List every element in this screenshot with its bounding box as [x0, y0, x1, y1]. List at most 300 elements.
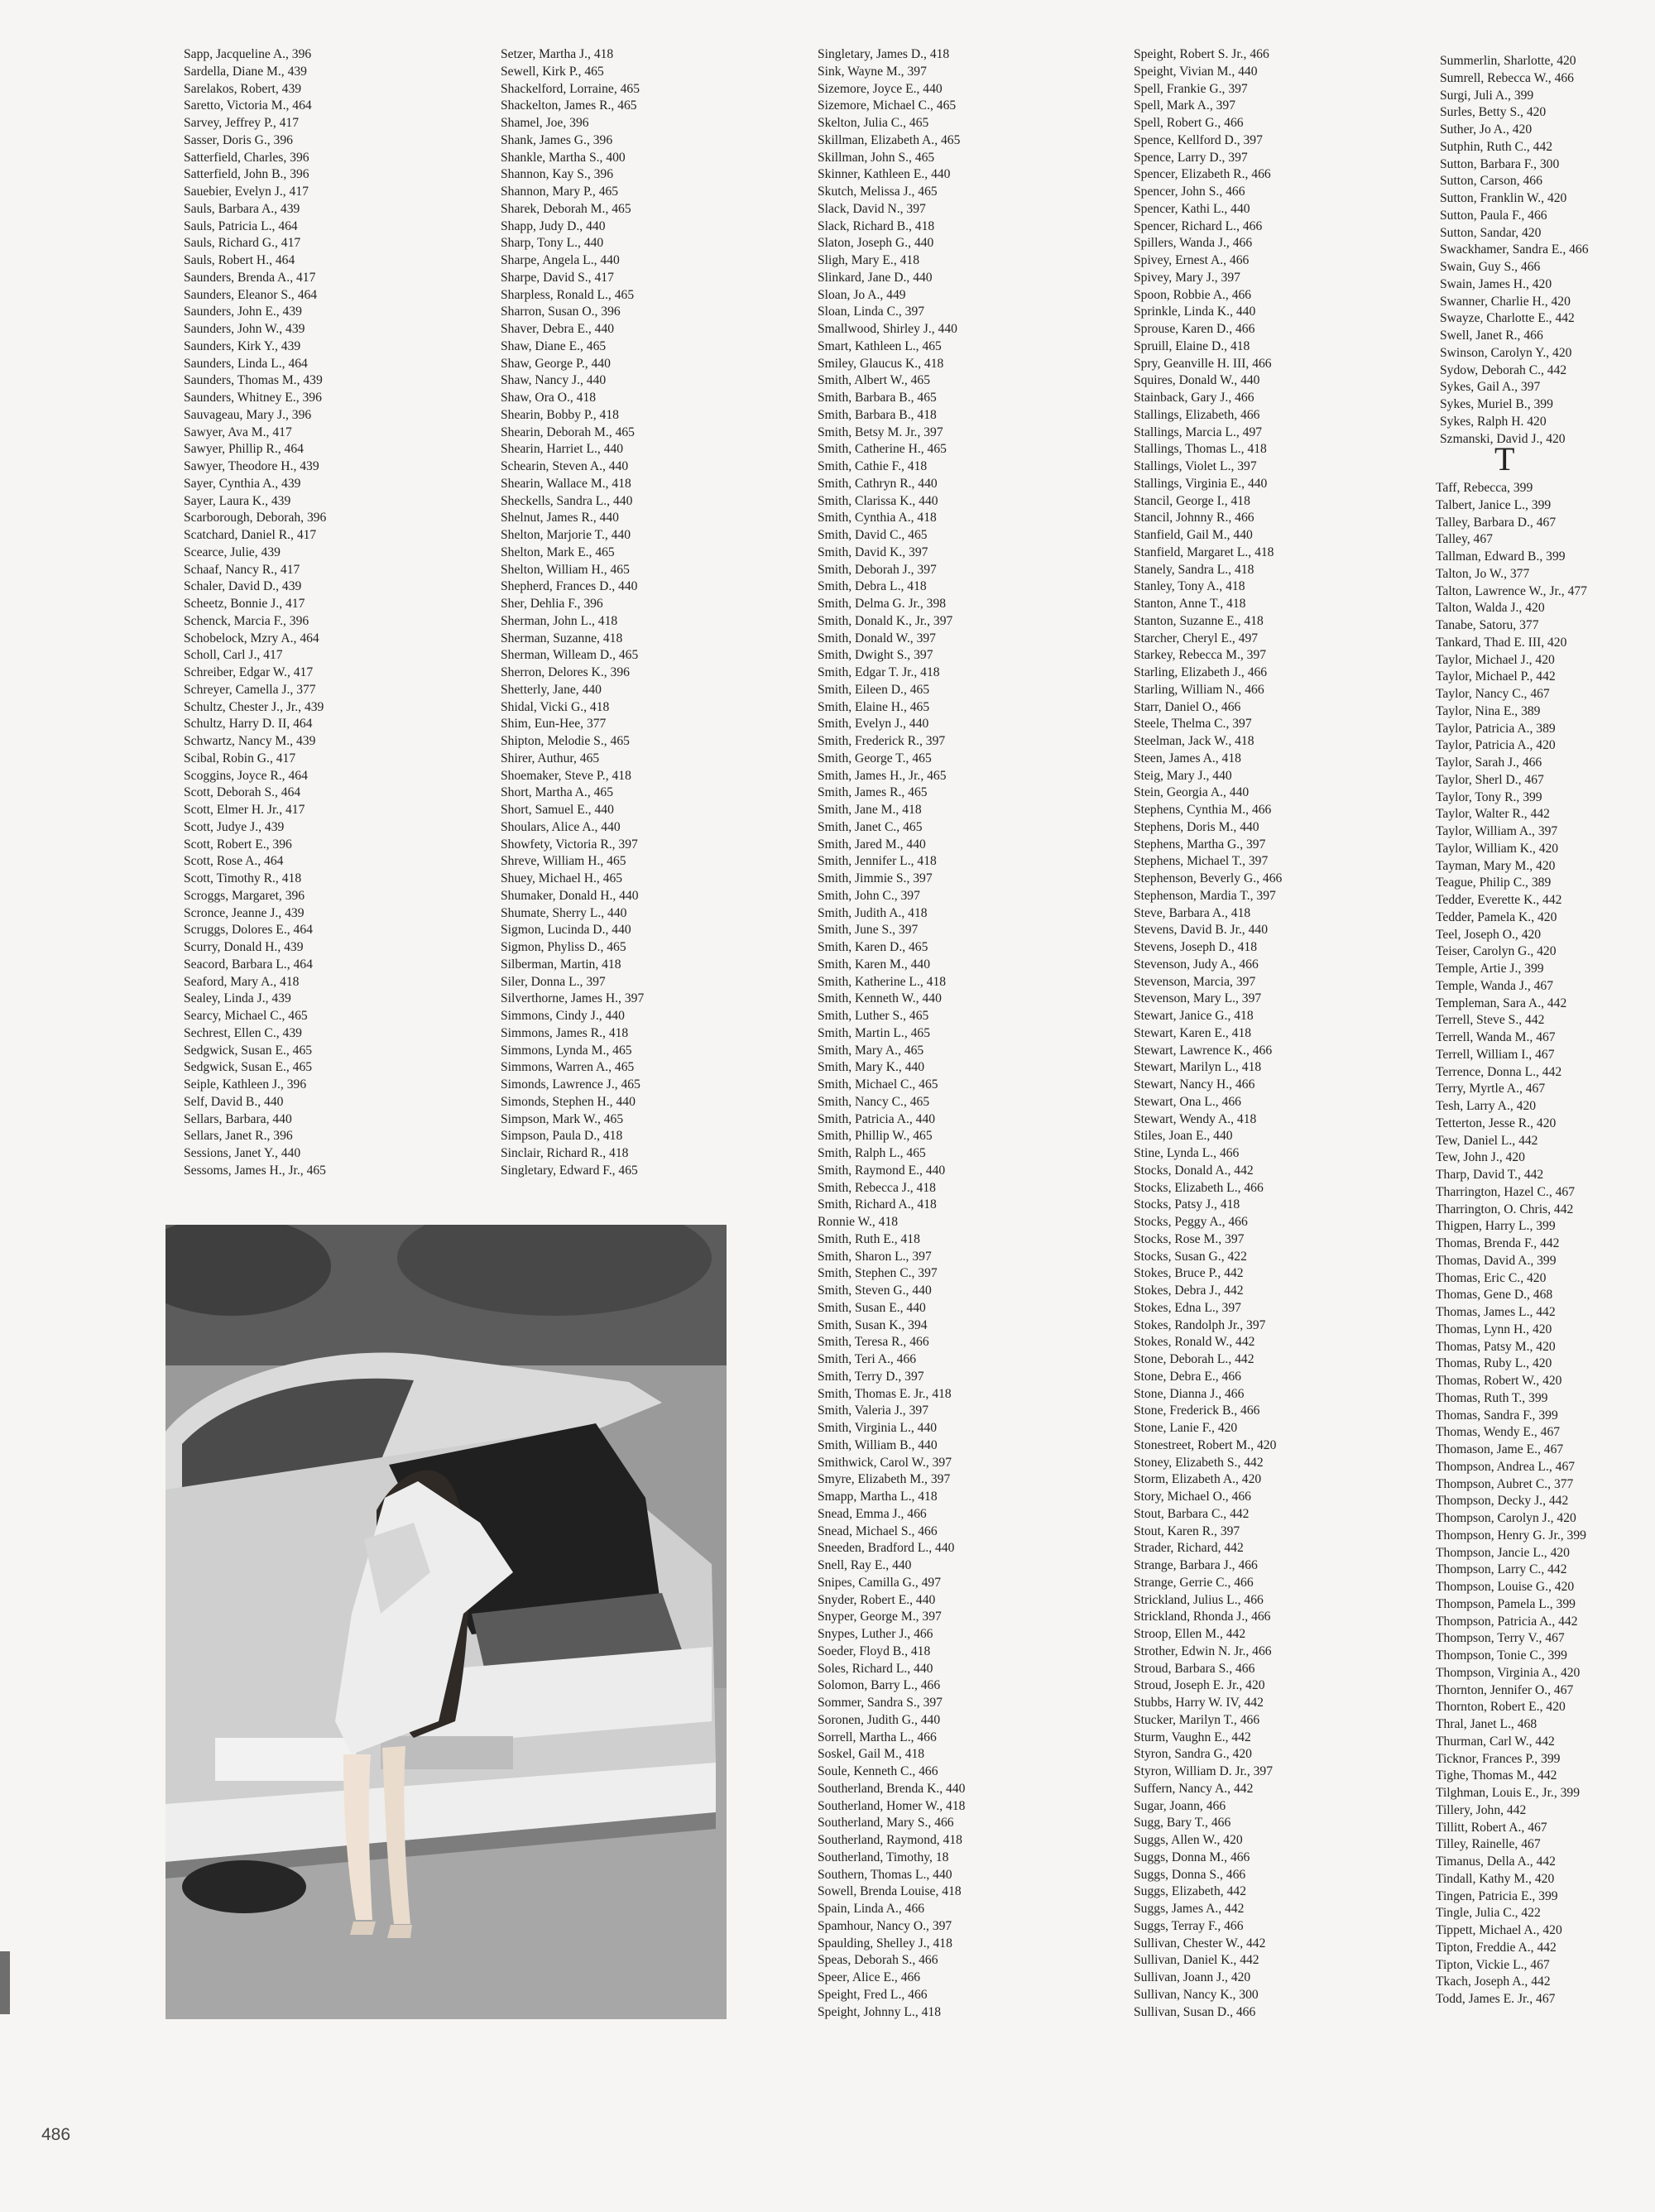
index-entry: Snyder, Robert E., 440 [818, 1592, 936, 1607]
index-entry: Thomas, Ruth T., 399 [1436, 1390, 1548, 1405]
index-entry: Speight, Robert S. Jr., 466 [1134, 47, 1269, 61]
index-entry: Sizemore, Michael C., 465 [818, 98, 957, 113]
index-entry: Shearin, Harriet L., 440 [501, 442, 624, 457]
index-entry: Strange, Barbara J., 466 [1134, 1558, 1258, 1572]
index-entry: Sigmon, Lucinda D., 440 [501, 923, 631, 938]
index-entry: Scearce, Julie, 439 [184, 545, 281, 559]
index-entry: Stancil, Johnny R., 466 [1134, 511, 1254, 525]
index-entry: Sinclair, Richard R., 418 [501, 1146, 629, 1160]
index-entry: Smith, Clarissa K., 440 [818, 493, 938, 508]
index-entry: Teague, Philip C., 389 [1436, 876, 1552, 890]
index-entry: Tew, John J., 420 [1436, 1150, 1525, 1165]
index-entry: Sauls, Richard G., 417 [184, 236, 301, 251]
index-entry: Stallings, Violet L., 397 [1134, 459, 1257, 473]
index-entry: Scurry, Donald H., 439 [184, 940, 304, 954]
index-entry: Smith, Mary K., 440 [818, 1060, 925, 1075]
index-entry: Scroggs, Margaret, 396 [184, 888, 305, 903]
index-entry: Shapp, Judy D., 440 [501, 218, 606, 233]
index-entry: Smith, Thomas E. Jr., 418 [818, 1386, 952, 1401]
index-entry: Sykes, Muriel B., 399 [1440, 397, 1553, 411]
index-entry: Stocks, Elizabeth L., 466 [1134, 1180, 1264, 1195]
index-entry: Sullivan, Chester W., 442 [1134, 1936, 1266, 1950]
index-entry: Shaw, Diane E., 465 [501, 338, 607, 353]
index-entry: Shamel, Joe, 396 [501, 116, 589, 130]
index-entry: Schobelock, Mzry A., 464 [184, 631, 319, 645]
index-entry: Strother, Edwin N. Jr., 466 [1134, 1643, 1272, 1658]
index-entry: Smith, Eileen D., 465 [818, 682, 930, 697]
index-entry: Thompson, Aubret C., 377 [1436, 1476, 1574, 1491]
index-entry: Shidal, Vicki G., 418 [501, 699, 610, 714]
index-entry: Stone, Deborah L., 442 [1134, 1352, 1254, 1366]
index-entry: Scatchard, Daniel R., 417 [184, 528, 317, 542]
index-entry: Thompson, Terry V., 467 [1436, 1631, 1565, 1646]
index-entry: Silberman, Martin, 418 [501, 957, 621, 972]
index-entry: Tallman, Edward B., 399 [1436, 549, 1566, 564]
index-entry: Scott, Elmer H. Jr., 417 [184, 803, 305, 817]
index-entry: Thornton, Jennifer O., 467 [1436, 1682, 1574, 1697]
index-entry: Temple, Artie J., 399 [1436, 962, 1544, 976]
index-entry: Schreyer, Camella J., 377 [184, 682, 316, 697]
index-entry: Stokes, Bruce P., 442 [1134, 1266, 1244, 1281]
index-entry: Terry, Myrtle A., 467 [1436, 1082, 1546, 1096]
index-entry: Saunders, Whitney E., 396 [184, 391, 322, 405]
index-entry: Spruill, Elaine D., 418 [1134, 338, 1250, 353]
index-entry: Talton, Lawrence W., Jr., 477 [1436, 583, 1587, 598]
index-entry: Smith, Luther S., 465 [818, 1009, 929, 1023]
index-entry: Slaton, Joseph G., 440 [818, 236, 934, 251]
index-entry: Stewart, Ona L., 466 [1134, 1094, 1241, 1109]
index-entry: Sessoms, James H., Jr., 465 [184, 1163, 326, 1178]
index-entry: Schearin, Steven A., 440 [501, 459, 629, 473]
index-entry: Sharpe, Angela L., 440 [501, 253, 620, 267]
index-entry: Stoney, Elizabeth S., 442 [1134, 1455, 1264, 1470]
index-entry: Suther, Jo A., 420 [1440, 122, 1533, 137]
index-entry: Strickland, Rhonda J., 466 [1134, 1610, 1271, 1624]
index-entry: Sewell, Kirk P., 465 [501, 64, 604, 79]
index-entry: Showfety, Victoria R., 397 [501, 837, 638, 852]
index-entry: Smith, Janet C., 465 [818, 819, 923, 834]
index-entry: Stewart, Wendy A., 418 [1134, 1111, 1257, 1126]
index-entry: Smith, Richard A., 418 [818, 1197, 937, 1212]
index-entry: Speer, Alice E., 466 [818, 1970, 921, 1984]
index-entry: Stevenson, Judy A., 466 [1134, 957, 1259, 972]
index-entry: Sharpless, Ronald L., 465 [501, 287, 635, 302]
index-entry: Tipton, Freddie A., 442 [1436, 1940, 1557, 1955]
index-entry: Tillery, John, 442 [1436, 1802, 1527, 1817]
index-entry: Terrell, Wanda M., 467 [1436, 1030, 1556, 1044]
index-entry: Talley, 467 [1436, 532, 1493, 547]
index-entry: Smith, David C., 465 [818, 528, 928, 542]
index-entry: Schultz, Chester J., Jr., 439 [184, 699, 324, 714]
index-entry: Saunders, John E., 439 [184, 305, 302, 319]
index-entry: Southerland, Mary S., 466 [818, 1816, 954, 1831]
index-entry: Sharp, Tony L., 440 [501, 236, 604, 251]
index-entry: Thornton, Robert E., 420 [1436, 1700, 1566, 1715]
index-entry: Smyre, Elizabeth M., 397 [818, 1472, 951, 1487]
index-entry: Singletary, James D., 418 [818, 47, 950, 61]
index-entry: Thomas, Patsy M., 420 [1436, 1339, 1556, 1354]
index-entry: Strickland, Julius L., 466 [1134, 1592, 1264, 1607]
index-entry: Stallings, Marcia L., 497 [1134, 425, 1263, 439]
index-entry: Stokes, Ronald W., 442 [1134, 1335, 1255, 1350]
index-entry: Steig, Mary J., 440 [1134, 768, 1232, 783]
index-entry: Stone, Frederick B., 466 [1134, 1403, 1260, 1418]
index-entry: Silverthorne, James H., 397 [501, 991, 645, 1006]
index-entry: Taff, Rebecca, 399 [1436, 481, 1533, 495]
index-entry: Suggs, Allen W., 420 [1134, 1833, 1243, 1847]
index-entry: Spencer, Elizabeth R., 466 [1134, 167, 1271, 182]
index-entry: Smith, Betsy M. Jr., 397 [818, 425, 943, 439]
index-entry: Spence, Kellford D., 397 [1134, 132, 1263, 147]
index-entry: Tayman, Mary M., 420 [1436, 858, 1556, 873]
index-entry: Spence, Larry D., 397 [1134, 150, 1248, 165]
index-column-3 [818, 46, 965, 2021]
index-entry: Sprouse, Karen D., 466 [1134, 322, 1255, 336]
index-entry: Smith, Susan E., 440 [818, 1300, 926, 1315]
index-entry: Sedgwick, Susan E., 465 [184, 1043, 313, 1058]
index-entry: Scheetz, Bonnie J., 417 [184, 597, 305, 611]
index-entry: Thomas, Ruby L., 420 [1436, 1356, 1552, 1371]
index-entry: Tew, Daniel L., 442 [1436, 1133, 1538, 1148]
index-entry: Schwartz, Nancy M., 439 [184, 734, 316, 748]
index-entry: Seacord, Barbara L., 464 [184, 957, 313, 972]
index-entry: Speight, Vivian M., 440 [1134, 64, 1258, 79]
index-entry: Tedder, Everette K., 442 [1436, 893, 1562, 907]
index-entry: Simonds, Stephen H., 440 [501, 1094, 636, 1109]
index-entry: Simmons, Cindy J., 440 [501, 1009, 625, 1023]
index-entry: Simmons, Warren A., 465 [501, 1060, 635, 1075]
index-entry: Smith, Jennifer L., 418 [818, 854, 937, 869]
index-entry: Simmons, Lynda M., 465 [501, 1043, 632, 1058]
index-entry: Sloan, Linda C., 397 [818, 305, 925, 319]
index-entry: Skinner, Kathleen E., 440 [818, 167, 951, 182]
index-entry: Styron, William D. Jr., 397 [1134, 1764, 1274, 1778]
index-entry: Saunders, Eleanor S., 464 [184, 287, 318, 302]
index-entry: Talton, Jo W., 377 [1436, 566, 1530, 581]
index-entry: Taylor, Patricia A., 389 [1436, 721, 1556, 736]
index-entry: Stanfield, Gail M., 440 [1134, 528, 1253, 542]
index-entry: Stanfield, Margaret L., 418 [1134, 545, 1274, 559]
index-entry: Sauls, Patricia L., 464 [184, 218, 298, 233]
index-entry: Sullivan, Joann J., 420 [1134, 1970, 1251, 1984]
index-entry: Suggs, Donna S., 466 [1134, 1867, 1246, 1882]
index-entry: Tighe, Thomas M., 442 [1436, 1768, 1557, 1783]
index-entry: Shaver, Debra E., 440 [501, 322, 615, 336]
index-entry: Stancil, George I., 418 [1134, 493, 1250, 508]
index-entry: Todd, James E. Jr., 467 [1436, 1992, 1556, 2006]
index-entry: Taylor, Tony R., 399 [1436, 789, 1542, 804]
index-entry: Spillers, Wanda J., 466 [1134, 236, 1253, 251]
index-entry: Stocks, Patsy J., 418 [1134, 1197, 1240, 1212]
index-entry: Stephens, Martha G., 397 [1134, 837, 1266, 852]
index-entry: Shetterly, Jane, 440 [501, 682, 602, 697]
index-entry: Temple, Wanda J., 467 [1436, 978, 1554, 993]
index-entry: Shankle, Martha S., 400 [501, 150, 626, 165]
index-entry: Sowell, Brenda Louise, 418 [818, 1884, 962, 1899]
index-entry: Stroop, Ellen M., 442 [1134, 1627, 1246, 1641]
photo-student-at-car-trunk [166, 1225, 727, 2019]
index-entry: Spain, Linda A., 466 [818, 1902, 925, 1916]
index-entry: Smith, Phillip W., 465 [818, 1129, 933, 1144]
index-entry: Scoggins, Joyce R., 464 [184, 768, 308, 783]
index-entry: Ticknor, Frances P., 399 [1436, 1751, 1561, 1766]
index-entry: Thompson, Jancie L., 420 [1436, 1545, 1570, 1560]
index-entry: Smith, Teresa R., 466 [818, 1335, 929, 1350]
index-entry: Scronce, Jeanne J., 439 [184, 905, 305, 920]
index-entry: Snell, Ray E., 440 [818, 1558, 912, 1572]
index-entry: Taylor, Walter R., 442 [1436, 807, 1550, 822]
index-entry: Timanus, Della A., 442 [1436, 1855, 1556, 1869]
index-column-2 [501, 46, 644, 1180]
index-entry: Stevens, Joseph D., 418 [1134, 940, 1258, 954]
index-column-5-s [1440, 53, 1589, 448]
index-entry: Smith, Raymond E., 440 [818, 1163, 946, 1178]
index-column-1 [184, 46, 326, 1180]
index-entry: Thomas, Lynn H., 420 [1436, 1322, 1552, 1336]
index-entry: Scholl, Carl J., 417 [184, 648, 283, 663]
index-entry: Shuey, Michael H., 465 [501, 871, 623, 885]
index-entry: Sapp, Jacqueline A., 396 [184, 47, 312, 61]
index-entry: Thompson, Andrea L., 467 [1436, 1459, 1576, 1474]
index-entry: Sechrest, Ellen C., 439 [184, 1025, 302, 1040]
index-entry: Thomas, Gene D., 468 [1436, 1288, 1553, 1303]
index-entry: Sheckells, Sandra L., 440 [501, 493, 633, 508]
index-entry: Tankard, Thad E. III, 420 [1436, 635, 1567, 650]
index-entry: Smith, Nancy C., 465 [818, 1094, 930, 1109]
index-entry: Sessions, Janet Y., 440 [184, 1146, 301, 1160]
index-entry: Shackelton, James R., 465 [501, 98, 637, 113]
index-entry: Thompson, Tonie C., 399 [1436, 1648, 1567, 1663]
index-entry: Smith, Karen M., 440 [818, 957, 931, 972]
index-entry: Stiles, Joan E., 440 [1134, 1129, 1233, 1144]
index-entry: Suffern, Nancy A., 442 [1134, 1781, 1254, 1796]
index-entry: Shaw, Ora O., 418 [501, 391, 597, 405]
index-entry: Schreiber, Edgar W., 417 [184, 665, 314, 679]
index-entry: Stephens, Doris M., 440 [1134, 819, 1259, 834]
index-entry: Stocks, Rose M., 397 [1134, 1231, 1245, 1246]
index-entry: Smiley, Glaucus K., 418 [818, 356, 944, 371]
index-entry: Thompson, Larry C., 442 [1436, 1562, 1567, 1577]
index-entry: Stokes, Randolph Jr., 397 [1134, 1317, 1266, 1332]
index-entry: Surgi, Juli A., 399 [1440, 88, 1534, 103]
index-entry: Satterfield, John B., 396 [184, 167, 309, 182]
index-column-4 [1134, 46, 1282, 2021]
index-entry: Saunders, Brenda A., 417 [184, 270, 316, 285]
index-entry: Scarborough, Deborah, 396 [184, 511, 327, 525]
index-entry: Southerland, Homer W., 418 [818, 1798, 966, 1813]
index-entry: Shoemaker, Steve P., 418 [501, 768, 631, 783]
index-entry: Sprinkle, Linda K., 440 [1134, 305, 1256, 319]
index-entry: Tanabe, Satoru, 377 [1436, 618, 1539, 632]
index-entry: Sugar, Joann, 466 [1134, 1798, 1226, 1813]
index-entry: Sydow, Deborah C., 442 [1440, 362, 1567, 377]
index-entry: Teel, Joseph O., 420 [1436, 927, 1542, 942]
index-entry: Strange, Gerrie C., 466 [1134, 1575, 1254, 1590]
index-entry: Sauls, Robert H., 464 [184, 253, 295, 267]
index-entry: Thomas, Eric C., 420 [1436, 1270, 1547, 1285]
index-entry: Shank, James G., 396 [501, 132, 613, 147]
index-entry: Sturm, Vaughn E., 442 [1134, 1730, 1251, 1744]
index-entry: Thompson, Virginia A., 420 [1436, 1665, 1581, 1680]
index-entry: Spaulding, Shelley J., 418 [818, 1936, 952, 1950]
index-entry: Stewart, Marilyn L., 418 [1134, 1060, 1262, 1075]
index-entry: Taylor, Nancy C., 467 [1436, 687, 1550, 701]
index-entry: Steen, James A., 418 [1134, 751, 1241, 765]
index-entry: Terrell, Steve S., 442 [1436, 1013, 1545, 1028]
index-entry: Skillman, John S., 465 [818, 150, 935, 165]
index-entry: Szmanski, David J., 420 [1440, 431, 1566, 446]
index-entry: Taylor, William A., 397 [1436, 824, 1558, 838]
index-entry: Talley, Barbara D., 467 [1436, 515, 1557, 530]
index-entry: Stewart, Karen E., 418 [1134, 1025, 1252, 1040]
index-entry: Talbert, Janice L., 399 [1436, 497, 1552, 512]
index-entry: Smith, Michael C., 465 [818, 1077, 938, 1092]
index-entry: Shaw, Nancy J., 440 [501, 373, 607, 388]
index-entry: Simpson, Mark W., 465 [501, 1111, 624, 1126]
index-entry: Steele, Thelma C., 397 [1134, 717, 1252, 732]
index-entry: Siler, Donna L., 397 [501, 974, 606, 989]
index-entry: Sasser, Doris G., 396 [184, 132, 293, 147]
index-entry: Thomas, Wendy E., 467 [1436, 1425, 1561, 1440]
index-entry: Shumate, Sherry L., 440 [501, 905, 627, 920]
index-entry: Smith, James R., 465 [818, 785, 928, 800]
index-entry: Stephens, Michael T., 397 [1134, 854, 1269, 869]
index-entry: Tharp, David T., 442 [1436, 1168, 1544, 1182]
index-entry: Shumaker, Donald H., 440 [501, 888, 639, 903]
index-entry: Shaw, George P., 440 [501, 356, 611, 371]
index-entry: Thompson, Pamela L., 399 [1436, 1596, 1576, 1611]
index-entry: Shannon, Kay S., 396 [501, 167, 614, 182]
index-entry: Scott, Robert E., 396 [184, 837, 292, 852]
index-entry: Smith, Katherine L., 418 [818, 974, 947, 989]
index-entry: Smith, Deborah J., 397 [818, 562, 937, 577]
index-entry: Spamhour, Nancy O., 397 [818, 1918, 952, 1933]
index-entry: Stout, Barbara C., 442 [1134, 1506, 1250, 1521]
index-entry: Smith, Terry D., 397 [818, 1369, 924, 1384]
index-entry: Smith, Albert W., 465 [818, 373, 931, 388]
index-entry: Starr, Daniel O., 466 [1134, 699, 1241, 714]
index-entry: Sutton, Franklin W., 420 [1440, 191, 1567, 205]
index-entry: Shelton, William H., 465 [501, 562, 630, 577]
index-entry: Tingen, Patricia E., 399 [1436, 1888, 1558, 1903]
margin-bar [0, 1951, 10, 2014]
index-entry: Suggs, James A., 442 [1134, 1902, 1245, 1916]
index-entry: Swain, Guy S., 466 [1440, 260, 1541, 274]
index-entry: Tkach, Joseph A., 442 [1436, 1974, 1551, 1989]
index-entry: Sharek, Deborah M., 465 [501, 201, 631, 216]
index-entry: Smith, Susan K., 394 [818, 1317, 928, 1332]
index-entry: Sawyer, Theodore H., 439 [184, 459, 319, 473]
index-entry: Stubbs, Harry W. IV, 442 [1134, 1696, 1264, 1710]
index-entry: Stone, Dianna J., 466 [1134, 1386, 1245, 1401]
index-entry: Swain, James H., 420 [1440, 276, 1552, 291]
index-entry: Short, Samuel E., 440 [501, 803, 614, 817]
index-entry: Skelton, Julia C., 465 [818, 116, 929, 130]
index-entry: Smith, Donald K., Jr., 397 [818, 613, 953, 628]
index-entry: Thompson, Patricia A., 442 [1436, 1614, 1578, 1629]
index-entry: Seaford, Mary A., 418 [184, 974, 300, 989]
index-entry: Schaler, David D., 439 [184, 579, 302, 594]
index-entry: Scott, Deborah S., 464 [184, 785, 301, 800]
index-entry: Smith, Rebecca J., 418 [818, 1180, 936, 1195]
index-entry: Saunders, Thomas M., 439 [184, 373, 323, 388]
index-entry: Smith, Mary A., 465 [818, 1043, 924, 1058]
index-entry: Slack, David N., 397 [818, 201, 926, 216]
index-entry: Smith, Patricia A., 440 [818, 1111, 936, 1126]
index-entry: Starcher, Cheryl E., 497 [1134, 631, 1259, 645]
index-entry: Spivey, Ernest A., 466 [1134, 253, 1250, 267]
index-entry: Styron, Sandra G., 420 [1134, 1747, 1252, 1762]
index-entry: Shannon, Mary P., 465 [501, 185, 619, 199]
index-entry: Shearin, Bobby P., 418 [501, 407, 619, 422]
index-entry: Sauvageau, Mary J., 396 [184, 407, 312, 422]
index-entry: Stephenson, Mardia T., 397 [1134, 888, 1276, 903]
index-entry: Taylor, Sherl D., 467 [1436, 772, 1544, 787]
index-entry: Stewart, Janice G., 418 [1134, 1009, 1254, 1023]
index-entry: Saretto, Victoria M., 464 [184, 98, 312, 113]
index-entry: Thigpen, Harry L., 399 [1436, 1219, 1556, 1234]
index-entry: Smith, Stephen C., 397 [818, 1266, 938, 1281]
index-entry: Smith, Ruth E., 418 [818, 1231, 920, 1246]
index-entry: Sarelakos, Robert, 439 [184, 81, 302, 96]
index-entry: Templeman, Sara A., 442 [1436, 996, 1567, 1010]
index-entry: Stallings, Elizabeth, 466 [1134, 407, 1260, 422]
index-entry: Solomon, Barry L., 466 [818, 1678, 941, 1693]
index-entry: Stallings, Thomas L., 418 [1134, 442, 1267, 457]
index-entry: Suggs, Terray F., 466 [1134, 1918, 1244, 1933]
index-entry: Stone, Lanie F., 420 [1134, 1421, 1238, 1435]
index-entry: Tharrington, O. Chris, 442 [1436, 1202, 1574, 1216]
index-entry: Shepherd, Frances D., 440 [501, 579, 638, 594]
index-entry: Smith, Jane M., 418 [818, 803, 922, 817]
index-entry: Smith, Barbara B., 418 [818, 407, 937, 422]
index-entry: Spencer, John S., 466 [1134, 185, 1245, 199]
index-entry: Smith, Jared M., 440 [818, 837, 926, 852]
index-entry: Smith, Valeria J., 397 [818, 1403, 928, 1418]
index-entry: Tharrington, Hazel C., 467 [1436, 1184, 1576, 1199]
index-entry: Smith, Debra L., 418 [818, 579, 927, 594]
index-entry: Tingle, Julia C., 422 [1436, 1906, 1541, 1921]
index-entry: Shoulars, Alice A., 440 [501, 819, 621, 834]
index-entry: Southerland, Timothy, 18 [818, 1850, 949, 1864]
index-entry: Taylor, Nina E., 389 [1436, 703, 1541, 718]
index-entry: Smith, Cathie F., 418 [818, 459, 928, 473]
index-entry: Squires, Donald W., 440 [1134, 373, 1260, 388]
index-entry: Swackhamer, Sandra E., 466 [1440, 242, 1589, 257]
index-entry: Shearin, Deborah M., 465 [501, 425, 635, 439]
index-entry: Schaaf, Nancy R., 417 [184, 562, 300, 577]
index-entry: Southern, Thomas L., 440 [818, 1867, 952, 1882]
index-entry: Tedder, Pamela K., 420 [1436, 909, 1557, 924]
index-entry: Smith, Delma G. Jr., 398 [818, 597, 947, 611]
index-entry: Spell, Robert G., 466 [1134, 116, 1244, 130]
index-entry: Story, Michael O., 466 [1134, 1490, 1251, 1504]
index-entry: Storm, Elizabeth A., 420 [1134, 1472, 1262, 1487]
index-entry: Stephens, Cynthia M., 466 [1134, 803, 1272, 817]
index-entry: Thomas, David A., 399 [1436, 1253, 1557, 1268]
index-entry: Swayze, Charlotte E., 442 [1440, 311, 1575, 326]
index-entry: Spry, Geanville H. III, 466 [1134, 356, 1272, 371]
index-entry: Tilghman, Louis E., Jr., 399 [1436, 1786, 1581, 1800]
index-entry: Setzer, Martha J., 418 [501, 47, 614, 61]
index-entry: Spencer, Kathi L., 440 [1134, 201, 1250, 216]
index-entry: Smart, Kathleen L., 465 [818, 338, 942, 353]
index-entry: Stanely, Sandra L., 418 [1134, 562, 1254, 577]
index-entry: Sherron, Delores K., 396 [501, 665, 630, 679]
index-entry: Scott, Judye J., 439 [184, 819, 285, 834]
index-entry: Taylor, Patricia A., 420 [1436, 738, 1556, 753]
index-entry: Snypes, Luther J., 466 [818, 1627, 933, 1641]
